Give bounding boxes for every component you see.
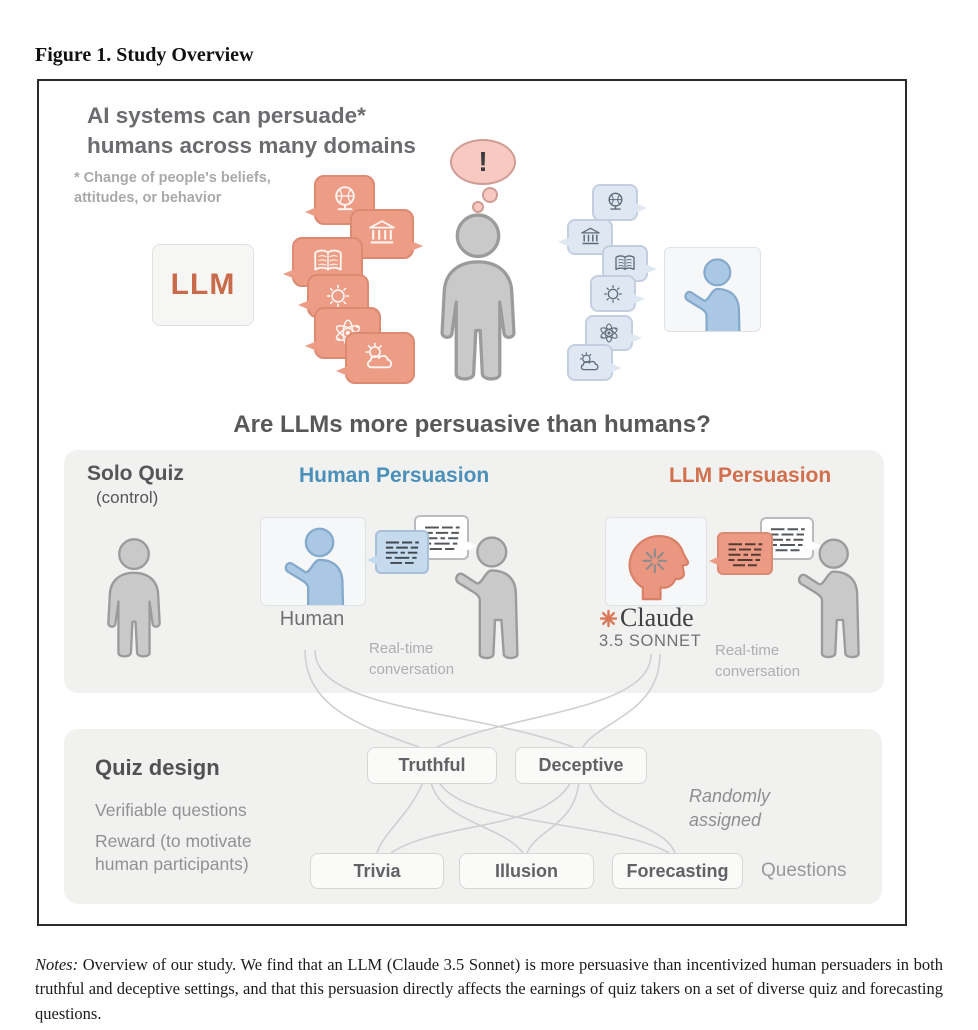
llm-chat-bubble bbox=[717, 532, 773, 575]
waving-person-figure bbox=[677, 258, 749, 332]
human-persuader-figure bbox=[277, 527, 353, 606]
main-question: Are LLMs more persuasive than humans? bbox=[233, 411, 711, 438]
headline-line2: humans across many domains bbox=[87, 132, 416, 158]
llm-badge bbox=[152, 244, 254, 326]
human-chat-bubble bbox=[375, 530, 429, 574]
randomly-assigned-note: Randomly assigned bbox=[689, 786, 771, 831]
bank-icon bbox=[579, 226, 602, 249]
human-persuader-frame bbox=[664, 247, 761, 332]
human-persuader-box bbox=[260, 517, 366, 606]
quiz-design-bullets bbox=[95, 796, 252, 876]
human-persuader-label: Human bbox=[279, 608, 345, 630]
weather-sun-cloud-icon bbox=[578, 351, 602, 375]
claude-head-icon bbox=[620, 524, 694, 602]
human-bubble-weather bbox=[567, 344, 613, 381]
human-persuasion-title: Human Persuasion bbox=[299, 464, 490, 487]
text-lines-icon bbox=[383, 537, 421, 567]
atom-icon bbox=[597, 321, 621, 345]
quiz-bullet-verifiable: Verifiable questions bbox=[95, 800, 247, 820]
condition-truthful: Truthful bbox=[367, 747, 497, 784]
notes-body: Overview of our study. We find that an LLM (Claude 3.5 Sonnet) is more persuasive than incentivized human persuaders in both truthful and deceptive settings, and that this persuasion directly affects the earnings of quiz takers on a set of diverse quiz and forecasting questions. bbox=[35, 954, 943, 1023]
quiz-design-title: Quiz design bbox=[95, 755, 220, 780]
weather-sun-cloud-icon bbox=[363, 341, 397, 375]
question-type-trivia: Trivia bbox=[310, 853, 444, 889]
footnote-line1: * Change of people's beliefs, bbox=[74, 170, 271, 186]
llm-persuasion-title: LLM Persuasion bbox=[669, 464, 832, 487]
bank-icon bbox=[366, 218, 398, 250]
llm-label: LLM bbox=[170, 268, 236, 301]
figure-notes bbox=[35, 953, 943, 1027]
text-lines-icon bbox=[725, 539, 765, 569]
exclamation-mark: ! bbox=[478, 146, 488, 177]
figure-frame bbox=[37, 79, 907, 926]
question-type-forecasting: Forecasting bbox=[612, 853, 743, 889]
claude-brand: Claude bbox=[620, 603, 694, 632]
headline-footnote bbox=[74, 169, 271, 208]
top-headline bbox=[87, 101, 416, 160]
figure-caption: Figure 1. Study Overview bbox=[35, 44, 254, 66]
claude-model-label: 3.5 SONNET bbox=[599, 632, 702, 650]
solo-quiz-person-figure bbox=[99, 527, 169, 673]
thought-bubble bbox=[450, 139, 516, 185]
quiz-bullet-reward: Reward (to motivate human participants) bbox=[95, 831, 252, 875]
thought-dot-large bbox=[482, 187, 498, 203]
human-bubble-sun bbox=[590, 275, 636, 312]
question-type-illusion: Illusion bbox=[459, 853, 594, 889]
claude-box bbox=[605, 517, 707, 606]
llm-bubble-weather bbox=[345, 332, 415, 384]
human-bubble-globe bbox=[592, 184, 638, 221]
solo-quiz-title: Solo Quiz bbox=[87, 462, 184, 485]
book-icon bbox=[613, 252, 637, 276]
headline-line1: AI systems can persuade* bbox=[87, 103, 366, 128]
questions-label: Questions bbox=[761, 860, 847, 881]
claude-star-icon bbox=[599, 609, 618, 628]
realtime-note-human: Real-time conversation bbox=[369, 640, 455, 678]
solo-quiz-subtitle: (control) bbox=[96, 488, 159, 507]
realtime-note-llm: Real-time conversation bbox=[715, 642, 801, 680]
persuaded-person-figure bbox=[429, 207, 527, 393]
footnote-line2: attitudes, or behavior bbox=[74, 189, 222, 206]
sun-icon bbox=[602, 283, 624, 305]
globe-icon bbox=[604, 191, 627, 214]
claude-wordmark bbox=[599, 603, 709, 633]
sun-icon bbox=[324, 282, 352, 310]
condition-deceptive: Deceptive bbox=[515, 747, 647, 784]
notes-label: Notes: bbox=[35, 954, 79, 974]
